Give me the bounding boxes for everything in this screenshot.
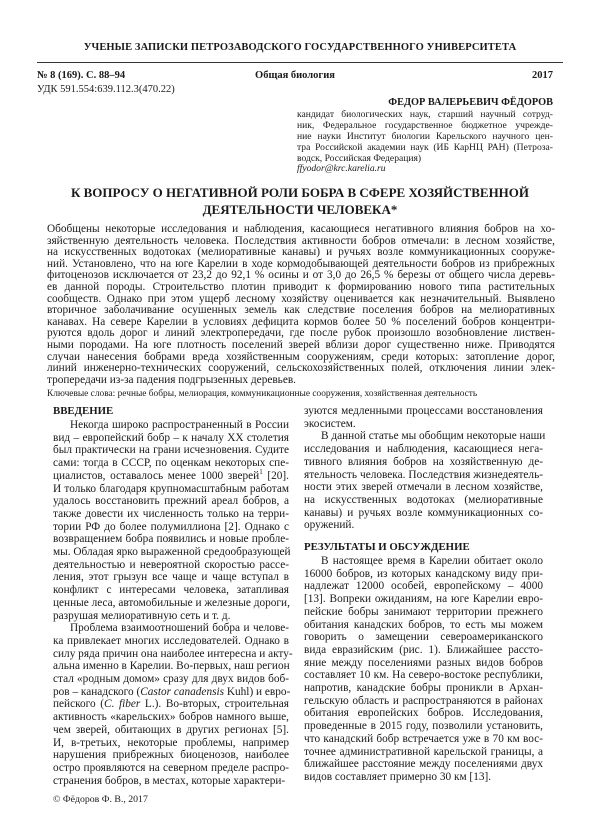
text-line: тропередачи из-за падения подгрызенных деревьев. [47, 373, 297, 386]
text-line: 16000 бобров, из которых канадскому виду при- [304, 567, 543, 580]
text-line: канавах. На севере Карелии в условиях дефицита кормов более 50 % поселений бобров концентри- [47, 315, 555, 328]
text-line: разрушая мелиоративную сеть и т. д. [53, 609, 231, 622]
text-line: стал «родным домом» сразу для двух видов боб- [53, 673, 289, 686]
text-line: видов составляет примерно 30 км [13]. [304, 770, 492, 783]
issue-number: № 8 (169). С. 88–94 [37, 70, 126, 81]
text-line: тивного влияния бобров на хозяйственную де- [304, 455, 543, 468]
text-line: ев данной породы. Строительство плотин приводит к формированию нового типа растительных [47, 280, 555, 293]
text-line: фитоценозов исключается от 23,2 до 92,1 % осины и от 3,0 до 26,5 % березы от общего числа деревь- [47, 269, 555, 282]
text-line: ления, этот грызун все чаще и чаще вступал в [53, 571, 289, 584]
article-title [0, 185, 600, 218]
text-line: циалистов, оставалось менее 1000 зверей$^1$ [20]. [53, 468, 289, 482]
text-line: Проблема взаимоотношений бобра и челове- [70, 622, 289, 635]
text-line: говорить о замещении североамериканского [304, 631, 543, 644]
text-line: [13]. Вопреки ожиданиям, на юге Карелии евро- [304, 593, 543, 606]
text-line: также довести их численность только на терри- [53, 507, 289, 520]
text-line: зяйственную деятельность человека. Последствия активности бобров отмечали: в лесном хозяйстве, [47, 234, 555, 247]
text-line: конфликт с интересами человека, затапливая [53, 584, 289, 597]
paragraph [304, 555, 543, 784]
text-line: оружений. [304, 519, 355, 532]
text-line: мы. Обладая ярко выраженной средообразующей [53, 546, 291, 559]
text-line: исследования и наблюдения, касающиеся нега- [304, 443, 543, 456]
text-line: обитания канадских бобров, то есть мы можем [304, 618, 543, 631]
text-line: составляет 10 км. На северо-востоке республики, [304, 669, 543, 682]
text-line: вид – европейский бобр – к началу XX столетия [53, 431, 289, 444]
text-line: случаи нанесения бобрами вреда хозяйственным сооружениям, среди которых: затопление дорог, [47, 350, 555, 363]
author-block [297, 98, 553, 175]
text-line: что канадский бобр встречается уже в 70 км вос- [304, 732, 543, 745]
text-line: ний. Установлено, что на юге Карелии в ходе кормодобывающей деятельности бобров из прибрежных [47, 257, 555, 270]
left-column [53, 405, 293, 787]
text-line: пейского (C. fiber L.). Во-вторых, строительная [53, 698, 289, 711]
issue-meta [37, 70, 553, 83]
text-line: вида евразийским (рис. 1). Ближайшее рассто- [304, 643, 543, 656]
issue-year: 2017 [532, 70, 553, 81]
text-line: ка привлекает многих исследователей. Однако в [53, 634, 289, 647]
affiliation-line: ник, Федеральное государственное бюджетное учрежде- [297, 119, 553, 131]
text-line: экосистем. [304, 417, 356, 430]
text-line: возвращением бобра появились и новые пробле- [53, 533, 289, 546]
keywords: Ключевые слова: речные бобры, мелиорация, коммуникационные сооружения, хозяйственная деятельность [47, 389, 478, 399]
text-line: ближайшее расстояние между поселениями двух [304, 758, 543, 771]
text-line: сами: тогда в СССР, по оценкам некоторых спе- [53, 457, 289, 470]
text-line: В настоящее время в Карелии обитает около [321, 555, 543, 568]
text-line: тории РФ до более полумиллиона [2]. Однако с [53, 520, 289, 533]
text-line: вторичное заболачивание осушенных земель как следствие поселения бобров на мелиоративных [47, 304, 555, 317]
spacer [304, 532, 543, 541]
text-line: деятельностью и невероятной скоростью рассе- [53, 558, 289, 571]
text-line: надлежат 12000 особей, европейскому – 4000 [304, 580, 543, 593]
text-line: проведенные в 2015 году, позволили установить, [304, 720, 543, 733]
paragraph [53, 419, 289, 622]
text-line: яние между поселениями разных видов бобров [304, 656, 543, 669]
text-line: пейские бобры занимают территории прежнего [304, 605, 543, 618]
journal-title: УЧЕНЫЕ ЗАПИСКИ ПЕТРОЗАВОДСКОГО ГОСУДАРСТВЕННОГО УНИВЕРСИТЕТА [83, 42, 517, 53]
text-line: чем зверей, обитающих в других регионах [5]. [53, 723, 289, 736]
text-line: ценные леса, автомобильные и железные дороги, [53, 596, 290, 609]
copyright: © Фёдоров Ф. В., 2017 [53, 794, 148, 805]
text-line: альна именно в Карелии. Во-первых, наш регион [53, 660, 290, 673]
affiliation-line: кандидат биологических наук, старший научный сотруд- [297, 108, 553, 120]
author-email[interactable]: ffyodor@krc.karelia.ru [297, 163, 386, 175]
text-line: обитания европейских бобров. Исследования, [304, 707, 543, 720]
text-line: И только благодаря крупномасштабным работам [53, 482, 289, 495]
text-line: ятельность человека. Последствия жизнедеятель- [304, 468, 543, 481]
text-line: Некогда широко распространенный в России [70, 419, 289, 431]
paragraph [304, 430, 546, 532]
text-line: гельскую область и распространяются в районах [304, 694, 543, 707]
section-heading-introduction: ВВЕДЕНИЕ [53, 405, 114, 417]
text-line: силу ряда причин она наиболее интересна и акту- [53, 647, 293, 660]
text-line: В данной статье мы обобщим некоторые наши [321, 430, 546, 443]
text-line: на искусственных водотоках (мелиоративные канавы) и ручьях возле коммуникационных сооруже- [47, 246, 555, 259]
text-line: зуются медленными процессами восстановления [304, 405, 543, 417]
text-line: канавы) и ручьях возле коммуникационных со- [304, 506, 543, 519]
header-rule [37, 62, 563, 63]
text-line: И, в-третьих, некоторые проблемы, например [53, 736, 289, 749]
affiliation-line: ние науки Институт биологии Карельского научного цен- [297, 130, 553, 142]
text-line: активность «карельских» бобров намного выше, [53, 711, 289, 724]
affiliation-line: тра Российской академии наук (ИБ КарНЦ РАН) (Петроза- [297, 141, 553, 153]
title-line: К ВОПРОСУ О НЕГАТИВНОЙ РОЛИ БОБРА В СФЕРЕ ХОЗЯЙСТВЕННОЙ [70, 185, 530, 200]
text-line: ности этих зверей отмечали в лесном хозяйстве, [304, 481, 543, 494]
text-line: сообществ. Однако при этом ущерб лесному хозяйству оценивается как незначительный. Выявлено [47, 292, 555, 305]
text-line: линий инженерно-технических сооружений, сельскохозяйственных полей, отключения линии элек- [47, 362, 555, 375]
text-line: нарушения прибрежных биоценозов, наиболее [53, 749, 289, 762]
abstract [47, 224, 555, 386]
udk-code: УДК 591.554:639.112.3(470.22) [37, 84, 175, 95]
text-line: странения бобров, в местах, которые характери- [53, 774, 286, 787]
text-line: удалось восстановить прежний ареал бобров, а [53, 495, 289, 508]
right-column [304, 405, 546, 784]
affiliation-line: водск, Российская Федерация) [297, 152, 422, 164]
text-line: Обобщены некоторые исследования и наблюдения, касающиеся негативного влияния бобров на хо- [47, 223, 555, 235]
text-line: руются вдоль дорог и линий электропередачи, где после рубок произошло возобновление листвен- [47, 327, 555, 340]
section-heading-results: РЕЗУЛЬТАТЫ И ОБСУЖДЕНИЕ [304, 541, 470, 554]
text-line: остро проявляются на северном пределе распро- [53, 761, 289, 774]
text-line: на искусственных водотоках (мелиоративные [304, 493, 543, 506]
text-line: был практически на грани исчезновения. Судите [53, 444, 289, 457]
text-line: ными породами. На юге плотность поселений зверей вблизи дорог существенно ниже. Приводятся [47, 338, 555, 351]
paragraph [304, 405, 543, 430]
text-line: напротив, канадские бобры проникли в Архан- [304, 682, 543, 695]
text-line: точнее административной карельской границы, а [304, 745, 543, 758]
author-name: ФЕДОР ВАЛЕРЬЕВИЧ ФЁДОРОВ [388, 97, 553, 108]
text-line: ров – канадского (Castor canadensis Kuhl) и евро- [53, 685, 291, 698]
title-line: ДЕЯТЕЛЬНОСТИ ЧЕЛОВЕКА* [202, 201, 398, 217]
section-name: Общая биология [255, 70, 335, 81]
paragraph [53, 622, 293, 787]
